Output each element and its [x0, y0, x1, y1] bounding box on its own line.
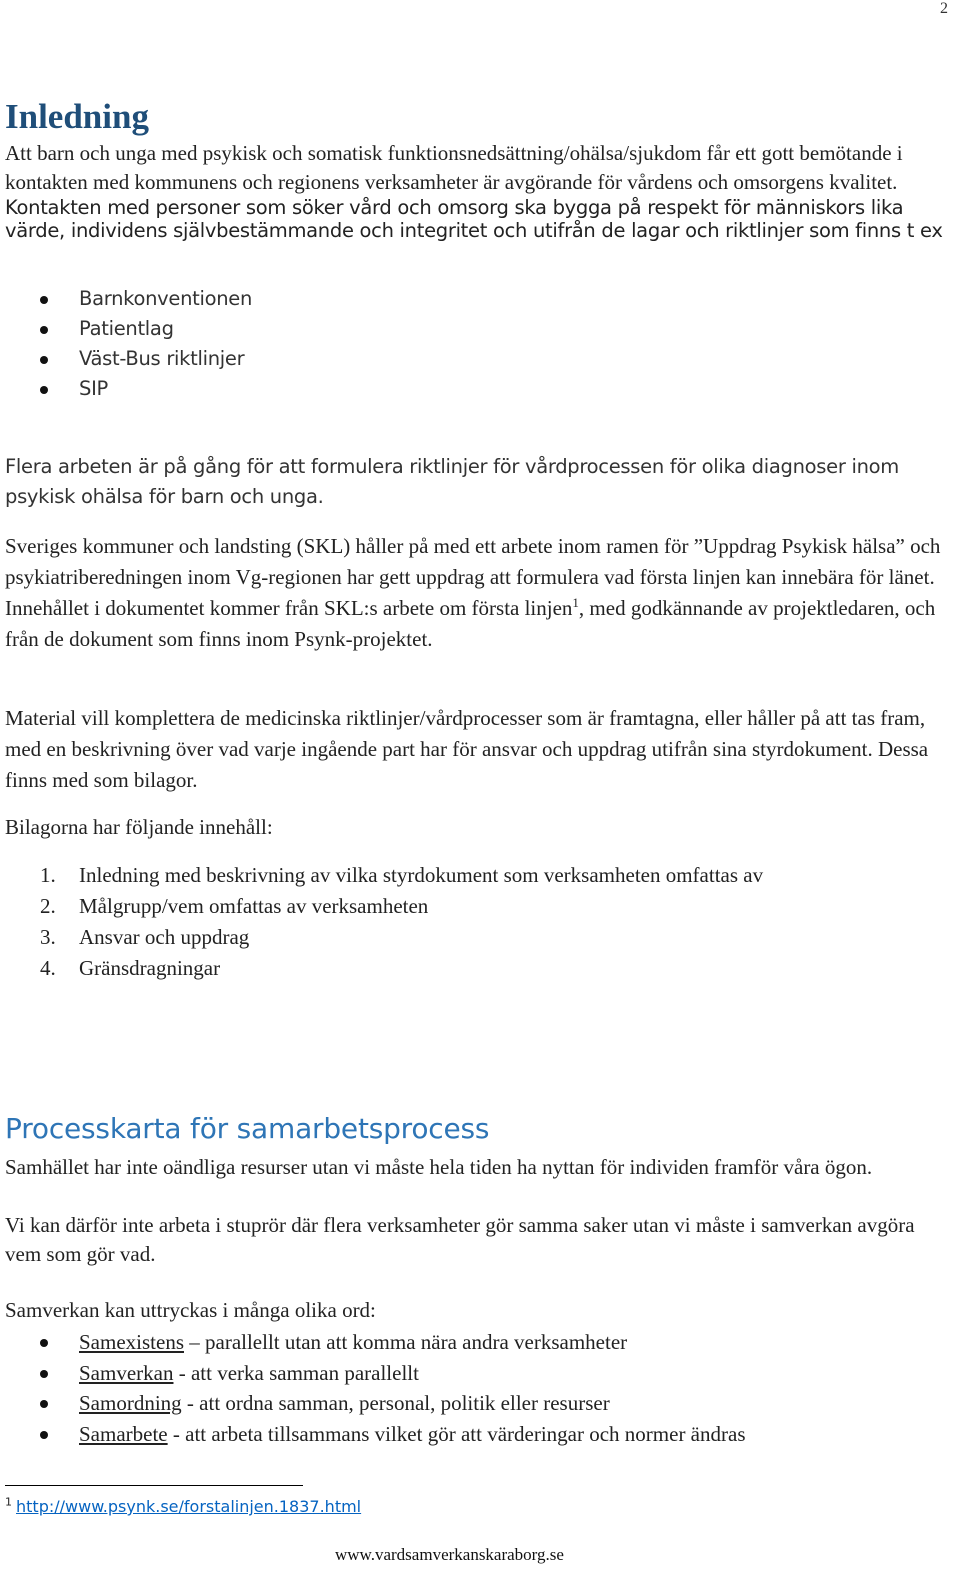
- footnote: [5, 1497, 361, 1516]
- appendix-list: [0, 860, 950, 984]
- list-item: 1. Inledning med beskrivning av vilka styrdokument som verksamheten omfattas av: [40, 863, 764, 887]
- bullet-icon: [40, 326, 48, 334]
- skl-paragraph: [5, 531, 955, 655]
- material-paragraph: Material vill komplettera de medicinska riktlinjer/vårdprocesser som är framtagna, eller håller på att tas fram, med en beskrivning över vad varje ingående part har för ansvar och uppdrag utifrån sina styrdokument. Dessa finns med som bilagor.: [5, 706, 929, 792]
- list-item: Patientlag: [0, 314, 950, 344]
- term: Samordning: [79, 1391, 182, 1415]
- bullet-icon: [40, 386, 48, 394]
- work-paragraph: Flera arbeten är på gång för att formulera riktlinjer för vårdprocessen för olika diagnoser inom psykisk ohälsa för barn och unga.: [5, 455, 899, 508]
- intro-paragraph: [5, 139, 955, 242]
- list-item: Barnkonventionen: [0, 284, 950, 314]
- list-item: Väst-Bus riktlinjer: [0, 344, 950, 374]
- page-footer: www.vardsamverkanskaraborg.se: [335, 1545, 564, 1564]
- page-number: 2: [940, 0, 948, 17]
- section-title-processkarta: Processkarta för samarbetsprocess: [5, 1112, 490, 1145]
- list-item: Samarbete - att arbeta tillsammans vilket gör att värderingar och normer ändras: [0, 1419, 950, 1450]
- footnote-reference[interactable]: 1: [572, 595, 579, 610]
- list-item: Samverkan - att verka samman parallellt: [0, 1358, 950, 1389]
- bullet-icon: [40, 1339, 48, 1347]
- skl-text-1: Sveriges kommuner och landsting (SKL) håller på med ett arbete inom ramen för ”Uppdrag Psykisk hälsa” och psykiatriberedningen inom Vg-regionen har gett uppdrag att formulera vad första linjen kan innebära för länet.: [5, 534, 941, 589]
- bullet-icon: [40, 1431, 48, 1439]
- forms-intro: Samverkan kan uttryckas i många olika ord:: [5, 1298, 376, 1322]
- list-item: SIP: [0, 374, 950, 404]
- term: Samexistens: [79, 1330, 184, 1354]
- bullet-icon: [40, 1370, 48, 1378]
- laws-list: [0, 284, 950, 404]
- term: Samarbete: [79, 1421, 168, 1446]
- skl-text-3: , med godkännande av projektledaren, och från de dokument som finns inom Psynk-projektet.: [5, 596, 936, 651]
- list-item: 2. Målgrupp/vem omfattas av verksamheten: [40, 894, 429, 918]
- list-item: 3. Ansvar och uppdrag: [40, 925, 250, 949]
- cooperation-forms-list: [0, 1327, 950, 1449]
- footnote-marker: 1: [5, 1495, 12, 1509]
- appendix-intro: Bilagorna har följande innehåll:: [5, 815, 273, 839]
- resources-paragraph: Samhället har inte oändliga resurser utan vi måste hela tiden ha nyttan för individen framför våra ögon.: [5, 1155, 873, 1179]
- list-item: Samexistens – parallellt utan att komma nära andra verksamheter: [0, 1327, 950, 1358]
- term: Samverkan: [79, 1360, 174, 1385]
- intro-text-serif: Att barn och unga med psykisk och somatisk funktionsnedsättning/ohälsa/sjukdom får ett gott bemötande i kontakten med kommunens och regionens verksamheter är avgörande för vårdens och omsorgens kvalitet.: [5, 141, 903, 194]
- section-title-inledning: Inledning: [5, 97, 149, 136]
- silos-paragraph: Vi kan därför inte arbeta i stuprör där flera verksamheter gör samma saker utan vi måste i samverkan avgöra vem som gör vad.: [5, 1213, 915, 1266]
- intro-text-sans: Kontakten med personer som söker vård och omsorg ska bygga på respekt för människors lika värde, individens självbestämmande och integritet och utifrån de lagar och riktlinjer som finns t ex: [5, 196, 943, 242]
- bullet-icon: [40, 1400, 48, 1408]
- skl-text-2: Innehållet i dokumentet kommer från SKL:s arbete om första linjen: [5, 596, 573, 620]
- list-item: 4. Gränsdragningar: [40, 956, 221, 980]
- list-item: Samordning - att ordna samman, personal, politik eller resurser: [0, 1388, 950, 1419]
- bullet-icon: [40, 356, 48, 364]
- bullet-icon: [40, 296, 48, 304]
- footnote-separator: [5, 1485, 303, 1486]
- footnote-link[interactable]: http://www.psynk.se/forstalinjen.1837.html: [16, 1497, 362, 1516]
